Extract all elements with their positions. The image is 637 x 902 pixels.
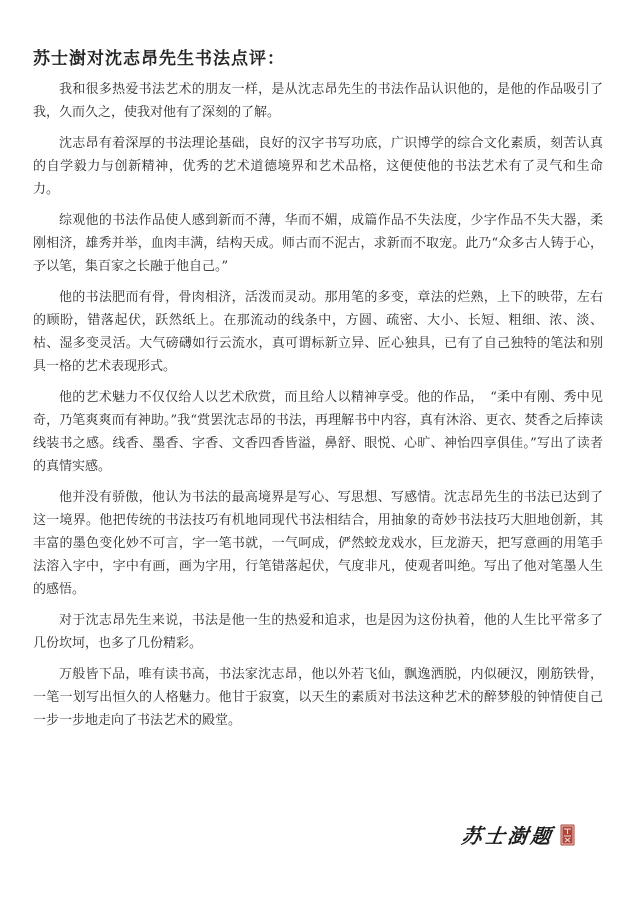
- signature-block: [462, 818, 582, 858]
- paragraph-3: 综观他的书法作品使人感到新而不薄，华而不媚，成篇作品不失法度，少字作品不失大器，柔刚相济，雄秀并举，血肉丰满，结构天成。师古而不泥古，求新而不取宠。此乃“众多古人铸于心，予以笔，集百家之长融于他自己。”: [33, 213, 603, 274]
- handwritten-signature: 苏士澍题: [460, 824, 556, 848]
- paragraph-7: 对于沈志昂先生来说，书法是他一生的热爱和追求，也是因为这份执着，他的人生比平常多了几份坎坷，也多了几份精彩。: [33, 613, 603, 651]
- paragraph-5: 他的艺术魅力不仅仅给人以艺术欣赏，而且给人以精神享受。他的作品， “柔中有刚、秀中见奇，乃笔爽爽而有神助。”我“赏罢沈志昂的书法，再理解书中内容，真有沐浴、更衣、焚香之后捧读线装书之感。线香、墨香、字香、文香四香皆溢，鼻舒、眼悦、心旷、神怡四享俱佳。”写出了读者的真情实感。: [33, 390, 603, 474]
- paragraph-8: 万般皆下品，唯有读书高，书法家沈志昂，他以外若飞仙，飘逸洒脱，内似硬汉，刚筋铁骨，一笔一划写出恒久的人格魅力。他甘于寂寞，以天生的素质对书法这种艺术的醉梦般的钟情使自己一步一步地走向了书法艺术的殿堂。: [33, 667, 603, 728]
- paragraph-2: 沈志昂有着深厚的书法理论基础，良好的汉字书写功底，广识博学的综合文化素质，刻苦认真的自学毅力与创新精神，优秀的艺术道德境界和艺术品格，这便使他的书法艺术有了灵气和生命力。: [33, 136, 603, 197]
- seal-stamp-icon: [560, 824, 575, 846]
- page-title: 苏士澍对沈志昂先生书法点评：: [33, 49, 285, 69]
- paragraph-4: 他的书法肥而有骨，骨肉相济，活泼而灵动。那用笔的多变，章法的烂熟，上下的映带，左右的顾盼，错落起伏，跃然纸上。在那流动的线条中，方圆、疏密、大小、长短、粗细、浓、淡、枯、湿多变灵活。大气磅礴如行云流水，真可谓标新立异、匠心独具，已有了自己独特的笔法和别具一格的艺术表现形式。: [33, 290, 603, 374]
- paragraph-1: 我和很多热爱书法艺术的朋友一样，是从沈志昂先生的书法作品认识他的，是他的作品吸引了我，久而久之，使我对他有了深刻的了解。: [33, 82, 603, 120]
- review-body: [33, 78, 603, 740]
- paragraph-6: 他并没有骄傲，他认为书法的最高境界是写心、写思想、写感情。沈志昂先生的书法已达到了这一境界。他把传统的书法技巧有机地同现代书法相结合，用抽象的奇妙书法技巧大胆地创新，其丰富的墨色变化妙不可言，字一笔书就，一气呵成，俨然蛟龙戏水，巨龙游天，把写意画的用笔手法溶入字中，字中有画，画为字用，行笔错落起伏，气度非凡，使观者叫绝。写出了他对笔墨人生的感悟。: [33, 490, 603, 597]
